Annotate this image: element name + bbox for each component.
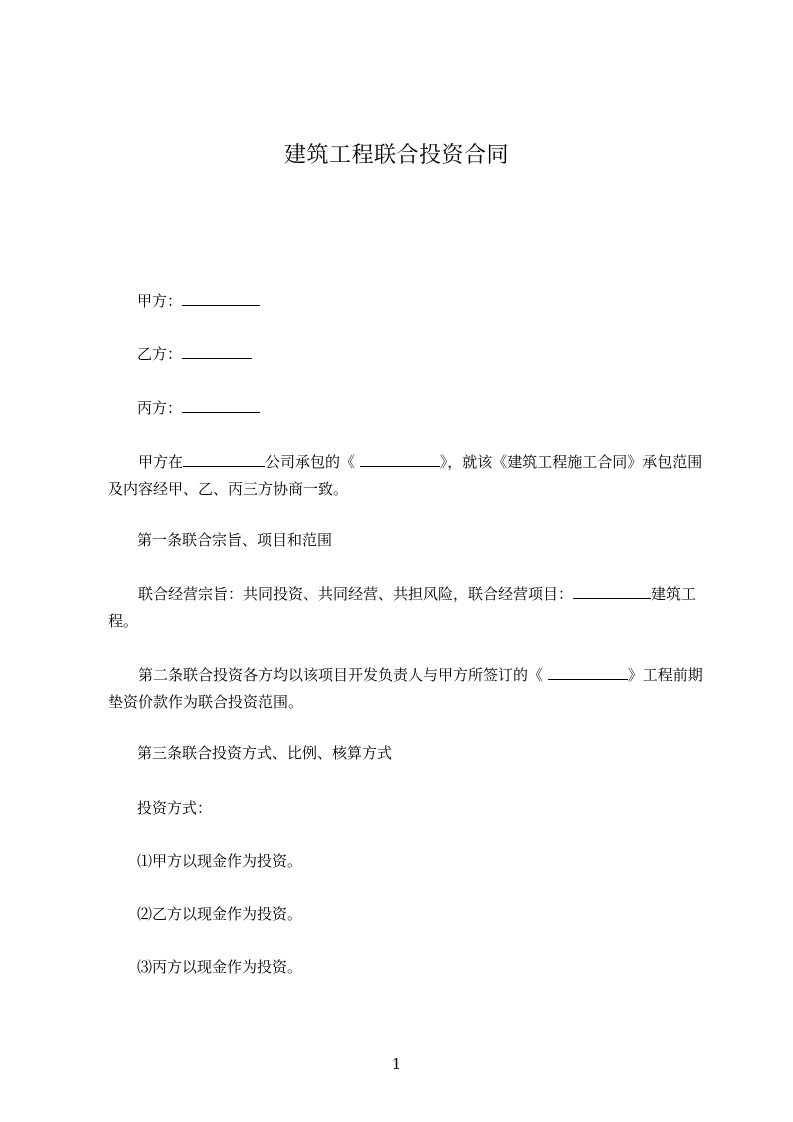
party-c-label: 丙方： [137, 399, 183, 417]
party-b-blank [182, 344, 252, 359]
article3-heading: 第三条联合投资方式、比例、核算方式 [137, 744, 393, 762]
document-title: 建筑工程联合投资合同 [283, 143, 509, 168]
party-a-line [137, 291, 260, 311]
party-c-blank [182, 398, 260, 413]
article1-heading: 第一条联合宗旨、项目和范围 [137, 531, 333, 549]
intro-paragraph [108, 449, 703, 503]
party-b-line [137, 344, 252, 364]
article1-body [108, 581, 703, 635]
article2-text-1: 第二条联合投资各方均以该项目开发负责人与甲方所签订的《 [138, 666, 548, 684]
list-item: ⑴甲方以现金作为投资。 [137, 852, 303, 870]
investment-method-label: 投资方式： [137, 799, 213, 817]
article2-blank [548, 665, 628, 680]
party-b-label: 乙方： [137, 345, 183, 363]
article2-body [108, 662, 703, 716]
page-number: 1 [391, 1055, 402, 1073]
intro-text-1: 甲方在 [138, 453, 184, 471]
list-item: ⑵乙方以现金作为投资。 [137, 905, 303, 923]
list-item: ⑶丙方以现金作为投资。 [137, 958, 303, 976]
party-c-line [137, 398, 260, 418]
article2-text-2: 》工程前期垫资价款作为联合投资范围。 [108, 666, 703, 711]
article1-blank [573, 584, 651, 599]
intro-blank-1 [183, 452, 265, 467]
party-a-label: 甲方： [137, 292, 183, 310]
article1-text-2: 建筑工程。 [108, 585, 697, 630]
article1-text-1: 联合经营宗旨：共同投资、共同经营、共担风险，联合经营项目： [138, 585, 574, 603]
intro-blank-2 [360, 452, 440, 467]
intro-text-3: 》，就该《建筑工程施工合同》承包范围及内容经甲、乙、丙三方协商一致。 [108, 453, 703, 498]
party-a-blank [182, 291, 260, 306]
intro-text-2: 公司承包的《 [265, 453, 360, 471]
